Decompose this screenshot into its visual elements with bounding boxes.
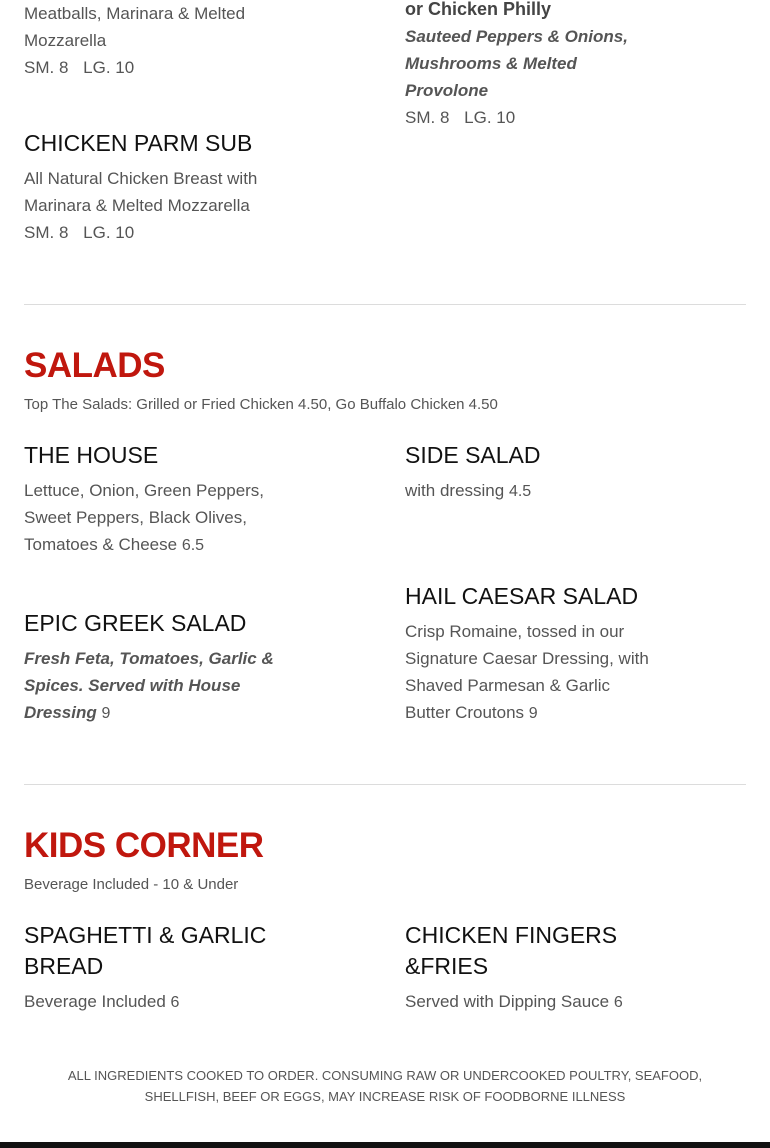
- chicken-fingers-title: CHICKEN FINGERS &FRIES: [405, 922, 618, 979]
- philly-title-tail: or Chicken Philly: [405, 0, 552, 19]
- chicken-fingers-item: [405, 920, 655, 1016]
- philly-sm-price: SM. 8: [405, 108, 450, 127]
- spaghetti-desc-text: Beverage Included: [24, 992, 166, 1011]
- meatball-lg-price: LG. 10: [83, 58, 135, 77]
- chicken-fingers-desc-text: Served with Dipping Sauce: [405, 992, 610, 1011]
- chicken-parm-prices: [24, 219, 274, 246]
- greek-salad-item: [24, 608, 284, 727]
- chicken-parm-lg-price: LG. 10: [83, 223, 135, 242]
- caesar-salad-item: [405, 581, 665, 727]
- philly-prices: [405, 104, 655, 131]
- greek-salad-description: [24, 645, 274, 727]
- caesar-salad-desc-text: Crisp Romaine, tossed in our Signature Caesar Dressing, with Shaved Parmesan & Garlic Butter Croutons: [405, 622, 649, 722]
- side-salad-desc-text: with dressing: [405, 481, 505, 500]
- side-salad-title: SIDE SALAD: [405, 442, 541, 468]
- meatball-sm-price: SM. 8: [24, 58, 69, 77]
- chicken-parm-sub-item: [24, 128, 284, 246]
- disclaimer-line2: SHELLFISH, BEEF OR EGGS, MAY INCREASE RISK OF FOODBORNE ILLNESS: [144, 1089, 626, 1104]
- chicken-parm-sm-price: SM. 8: [24, 223, 69, 242]
- section-divider: [24, 784, 746, 785]
- greek-salad-price: 9: [101, 705, 111, 722]
- salads-note: Top The Salads: Grilled or Fried Chicken 4.50, Go Buffalo Chicken 4.50: [24, 396, 498, 413]
- house-salad-description: [24, 477, 269, 559]
- side-salad-price: 4.5: [508, 483, 532, 500]
- bottom-bar: [0, 1142, 770, 1148]
- kids-corner-heading: KIDS CORNER: [24, 826, 264, 865]
- side-salad-description: [405, 477, 655, 505]
- kids-corner-note: Beverage Included - 10 & Under: [24, 876, 239, 893]
- philly-lg-price: LG. 10: [464, 108, 516, 127]
- house-salad-price: 6.5: [181, 537, 205, 554]
- caesar-salad-description: [405, 618, 650, 727]
- salads-heading: SALADS: [24, 346, 165, 385]
- chicken-parm-title: CHICKEN PARM SUB: [24, 130, 253, 156]
- philly-sub-item: [405, 0, 665, 131]
- chicken-parm-description: All Natural Chicken Breast with Marinara & Melted Mozzarella: [24, 169, 258, 215]
- house-salad-desc-text: Lettuce, Onion, Green Peppers, Sweet Peppers, Black Olives, Tomatoes & Cheese: [24, 481, 265, 554]
- greek-salad-title: EPIC GREEK SALAD: [24, 610, 247, 636]
- house-salad-title: THE HOUSE: [24, 442, 159, 468]
- spaghetti-price: 6: [170, 994, 180, 1011]
- disclaimer-line1: ALL INGREDIENTS COOKED TO ORDER. CONSUMING RAW OR UNDERCOOKED POULTRY, SEAFOOD,: [67, 1068, 703, 1083]
- greek-salad-desc-text: Fresh Feta, Tomatoes, Garlic & Spices. Served with House Dressing: [24, 649, 274, 722]
- side-salad-item: [405, 440, 665, 505]
- meatball-desc-line2: Mozzarella: [24, 31, 107, 50]
- philly-description: Sauteed Peppers & Onions, Mushrooms & Melted Provolone: [405, 27, 628, 100]
- chicken-fingers-price: 6: [613, 994, 623, 1011]
- meatball-sub-prices: [24, 54, 284, 81]
- house-salad-item: [24, 440, 284, 559]
- spaghetti-title: SPAGHETTI & GARLIC BREAD: [24, 922, 267, 979]
- chicken-fingers-description: [405, 988, 655, 1016]
- section-divider: [24, 304, 746, 305]
- caesar-salad-title: HAIL CAESAR SALAD: [405, 583, 639, 609]
- meatball-desc-line1: Meatballs, Marinara & Melted: [24, 4, 246, 23]
- spaghetti-description: [24, 988, 274, 1016]
- food-safety-disclaimer: [0, 1065, 770, 1107]
- caesar-salad-price: 9: [528, 705, 538, 722]
- meatball-sub-description: [24, 0, 284, 81]
- spaghetti-item: [24, 920, 274, 1016]
